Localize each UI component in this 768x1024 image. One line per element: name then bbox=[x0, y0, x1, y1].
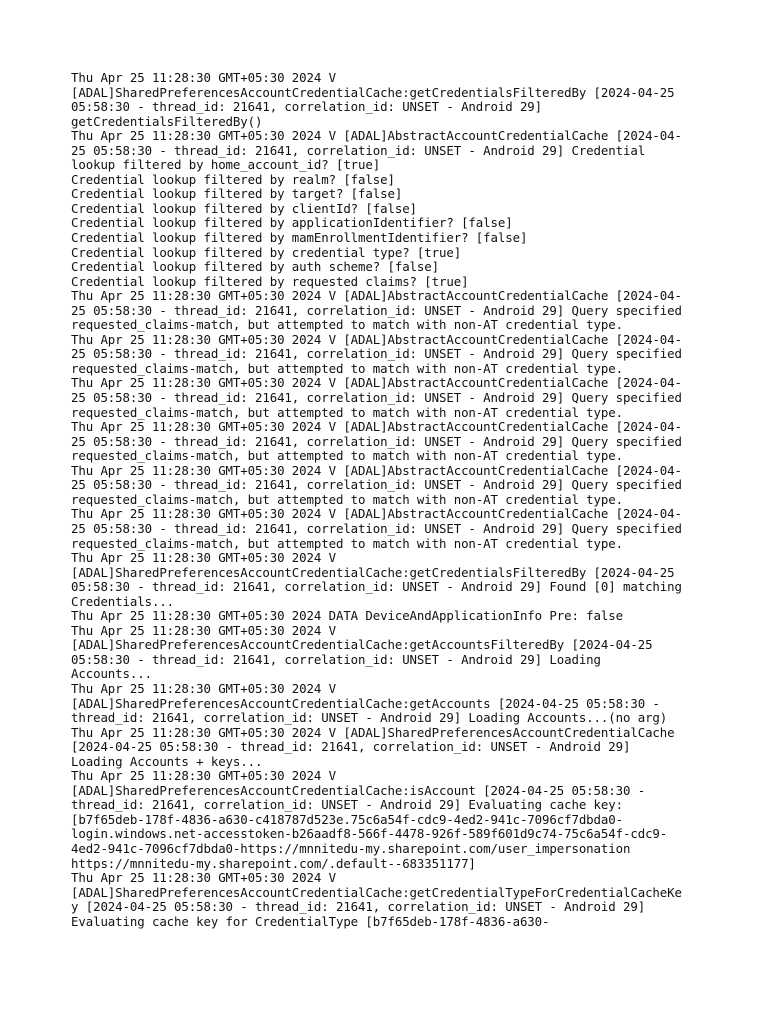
log-line: lookup filtered by home_account_id? [true] bbox=[71, 157, 381, 173]
log-line: Thu Apr 25 11:28:30 GMT+05:30 2024 V [ADAL]SharedPreferencesAccountCredentialCache bbox=[71, 724, 675, 740]
log-line: Accounts... bbox=[71, 666, 152, 682]
log-line: y [2024-04-25 05:58:30 - thread_id: 21641, correlation_id: UNSET - Android 29] bbox=[71, 899, 646, 915]
log-line: 25 05:58:30 - thread_id: 21641, correlation_id: UNSET - Android 29] Query specified bbox=[71, 477, 682, 493]
log-line: thread_id: 21641, correlation_id: UNSET - Android 29] Loading Accounts...(no arg) bbox=[71, 710, 668, 726]
log-line: Credential lookup filtered by target? [false] bbox=[71, 186, 403, 202]
log-line: Thu Apr 25 11:28:30 GMT+05:30 2024 V [ADAL]AbstractAccountCredentialCache [2024-04- bbox=[71, 419, 682, 435]
log-line: Credential lookup filtered by mamEnrollmentIdentifier? [false] bbox=[71, 230, 528, 246]
log-line: Thu Apr 25 11:28:30 GMT+05:30 2024 V bbox=[71, 550, 336, 566]
log-line: requested_claims-match, but attempted to match with non-AT credential type. bbox=[71, 404, 623, 420]
log-line: 25 05:58:30 - thread_id: 21641, correlation_id: UNSET - Android 29] Query specified bbox=[71, 346, 682, 362]
log-line: Thu Apr 25 11:28:30 GMT+05:30 2024 V [ADAL]AbstractAccountCredentialCache [2024-04- bbox=[71, 331, 682, 347]
log-line: 05:58:30 - thread_id: 21641, correlation_id: UNSET - Android 29] Loading bbox=[71, 651, 601, 667]
log-line: Thu Apr 25 11:28:30 GMT+05:30 2024 V [ADAL]AbstractAccountCredentialCache [2024-04- bbox=[71, 462, 682, 478]
log-line: Thu Apr 25 11:28:30 GMT+05:30 2024 V bbox=[71, 870, 336, 886]
log-line: [ADAL]SharedPreferencesAccountCredentialCache:getAccounts [2024-04-25 05:58:30 - bbox=[71, 695, 660, 711]
log-line: Credential lookup filtered by clientId? [false] bbox=[71, 200, 417, 216]
log-line: Thu Apr 25 11:28:30 GMT+05:30 2024 V [ADAL]AbstractAccountCredentialCache [2024-04- bbox=[71, 375, 682, 391]
log-line: Credential lookup filtered by realm? [false] bbox=[71, 171, 395, 187]
log-line: 25 05:58:30 - thread_id: 21641, correlation_id: UNSET - Android 29] Credential bbox=[71, 142, 646, 158]
log-line: requested_claims-match, but attempted to match with non-AT credential type. bbox=[71, 360, 623, 376]
log-line: Credentials... bbox=[71, 593, 175, 609]
log-line: Thu Apr 25 11:28:30 GMT+05:30 2024 V bbox=[71, 70, 336, 85]
log-line: getCredentialsFilteredBy() bbox=[71, 113, 263, 129]
log-line: [2024-04-25 05:58:30 - thread_id: 21641, correlation_id: UNSET - Android 29] bbox=[71, 739, 631, 755]
log-line: requested_claims-match, but attempted to match with non-AT credential type. bbox=[71, 448, 623, 464]
log-line: [ADAL]SharedPreferencesAccountCredentialCache:getCredentialsFilteredBy [2024-04-25 bbox=[71, 564, 675, 580]
log-line: https://mnnitedu-my.sharepoint.com/.default--683351177] bbox=[71, 855, 476, 871]
log-line: [ADAL]SharedPreferencesAccountCredentialCache:getCredentialsFilteredBy [2024-04-25 bbox=[71, 84, 675, 100]
log-line: Evaluating cache key for CredentialType [b7f65deb-178f-4836-a630- bbox=[71, 913, 550, 929]
log-line: requested_claims-match, but attempted to match with non-AT credential type. bbox=[71, 317, 623, 333]
log-line: Thu Apr 25 11:28:30 GMT+05:30 2024 V bbox=[71, 680, 336, 696]
log-line: thread_id: 21641, correlation_id: UNSET - Android 29] Evaluating cache key: bbox=[71, 797, 623, 813]
log-line: 25 05:58:30 - thread_id: 21641, correlation_id: UNSET - Android 29] Query specified bbox=[71, 433, 682, 449]
log-line: [ADAL]SharedPreferencesAccountCredentialCache:getCredentialTypeForCredentialCacheKe bbox=[71, 884, 682, 900]
log-line: Loading Accounts + keys... bbox=[71, 753, 263, 769]
log-line: Credential lookup filtered by auth scheme? [false] bbox=[71, 259, 439, 275]
log-line: Thu Apr 25 11:28:30 GMT+05:30 2024 V [ADAL]AbstractAccountCredentialCache [2024-04- bbox=[71, 288, 682, 304]
log-line: [ADAL]SharedPreferencesAccountCredentialCache:getAccountsFilteredBy [2024-04-25 bbox=[71, 637, 653, 653]
log-document bbox=[71, 71, 711, 929]
log-line: 25 05:58:30 - thread_id: 21641, correlation_id: UNSET - Android 29] Query specified bbox=[71, 520, 682, 536]
log-line: [ADAL]SharedPreferencesAccountCredentialCache:isAccount [2024-04-25 05:58:30 - bbox=[71, 782, 646, 798]
log-line: 25 05:58:30 - thread_id: 21641, correlation_id: UNSET - Android 29] Query specified bbox=[71, 390, 682, 406]
log-line: 4ed2-941c-7096cf7dbda0-https://mnnitedu-my.sharepoint.com/user_impersonation bbox=[71, 840, 631, 856]
log-line: requested_claims-match, but attempted to match with non-AT credential type. bbox=[71, 491, 623, 507]
log-line: 25 05:58:30 - thread_id: 21641, correlation_id: UNSET - Android 29] Query specified bbox=[71, 302, 682, 318]
log-line: Credential lookup filtered by credential type? [true] bbox=[71, 244, 462, 260]
log-line: [b7f65deb-178f-4836-a630-c418787d523e.75c6a54f-cdc9-4ed2-941c-7096cf7dbda0- bbox=[71, 811, 623, 827]
log-line: login.windows.net-accesstoken-b26aadf8-566f-4478-926f-589f601d9c74-75c6a54f-cdc9- bbox=[71, 826, 668, 842]
log-line: requested_claims-match, but attempted to match with non-AT credential type. bbox=[71, 535, 623, 551]
log-line: Credential lookup filtered by applicationIdentifier? [false] bbox=[71, 215, 513, 231]
log-line: Thu Apr 25 11:28:30 GMT+05:30 2024 V [ADAL]AbstractAccountCredentialCache [2024-04- bbox=[71, 506, 682, 522]
log-line: Thu Apr 25 11:28:30 GMT+05:30 2024 V bbox=[71, 768, 336, 784]
log-line: 05:58:30 - thread_id: 21641, correlation_id: UNSET - Android 29] bbox=[71, 99, 543, 115]
log-line: Thu Apr 25 11:28:30 GMT+05:30 2024 DATA DeviceAndApplicationInfo Pre: false bbox=[71, 608, 623, 624]
log-line: Thu Apr 25 11:28:30 GMT+05:30 2024 V [ADAL]AbstractAccountCredentialCache [2024-04- bbox=[71, 128, 682, 144]
log-line: Credential lookup filtered by requested claims? [true] bbox=[71, 273, 469, 289]
log-line: Thu Apr 25 11:28:30 GMT+05:30 2024 V bbox=[71, 622, 336, 638]
log-line: 05:58:30 - thread_id: 21641, correlation_id: UNSET - Android 29] Found [0] matching bbox=[71, 579, 682, 595]
